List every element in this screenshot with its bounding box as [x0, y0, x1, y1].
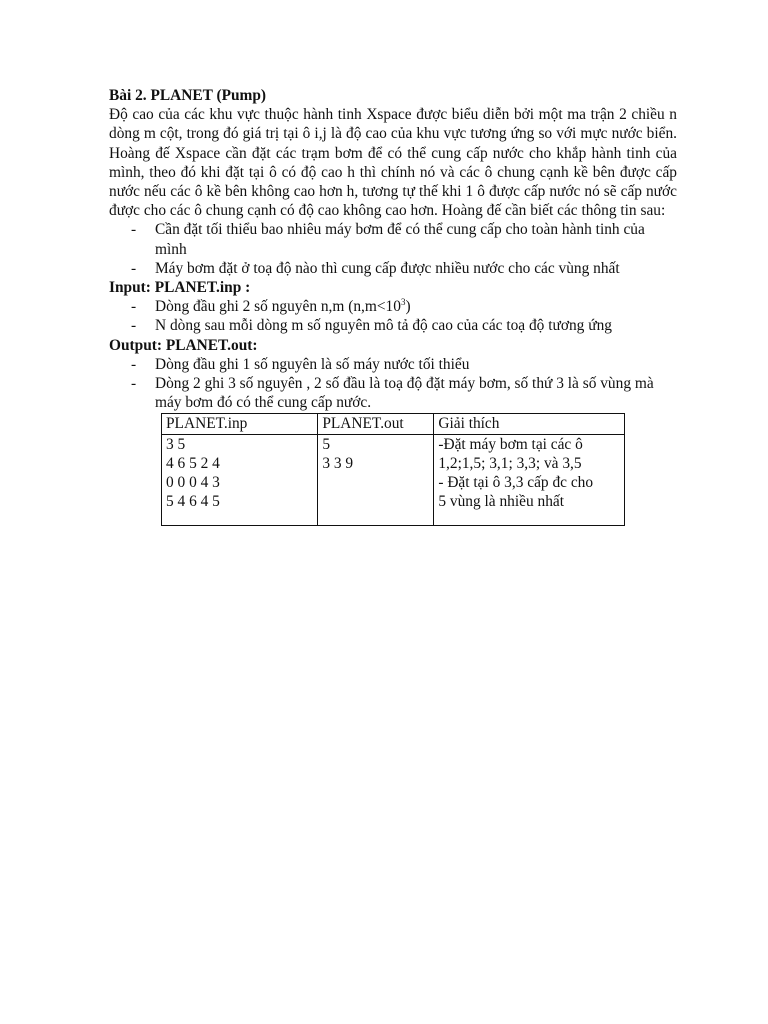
table-row	[162, 434, 625, 525]
out-line: 5	[322, 435, 331, 453]
out-line: 3 3 9	[322, 454, 354, 472]
input-line-1-exponent: 3	[400, 297, 406, 308]
inp-line: 3 5	[166, 435, 186, 453]
example-table	[161, 413, 625, 525]
output-text: Dòng đầu ghi 1 số nguyên là số máy nước tối thiểu	[155, 355, 470, 373]
explain-line: - Đặt tại ô 3,3 cấp đc cho	[438, 474, 594, 492]
input-line-2: N dòng sau mỗi dòng m số nguyên mô tả độ cao của các toạ độ tương ứng	[155, 317, 612, 335]
inp-line: 5 4 6 4 5	[166, 493, 220, 511]
input-list	[109, 297, 677, 335]
problem-intro: Độ cao của các khu vực thuộc hành tinh Xspace được biểu diễn bởi một ma trận 2 chiều n dòng m cột, trong đó giá trị tại ô i,j là độ cao của khu vực tương ứng so với mực nước biển. Hoàng đế Xspace cần đặt các trạm bơm để có thể cung cấp nước cho khắp hành tinh của mình, theo đó khi đặt tại ô có độ cao h thì chính nó và các ô chung cạnh kề bên được cấp nước nếu các ô kề bên không cao hơn h, tương tự thế khi 1 ô được cấp nước nó sẽ cấp nước được cho các ô chung cạnh có độ cao không cao hơn. Hoàng đế cần biết các thông tin sau:	[109, 106, 677, 220]
inp-line: 4 6 5 2 4	[166, 454, 220, 472]
dash-bullet: -	[131, 259, 137, 277]
header-inp: PLANET.inp	[162, 414, 318, 434]
dash-bullet: -	[131, 298, 137, 316]
input-item-1	[109, 297, 677, 316]
input-line-1-suffix: )	[405, 298, 411, 316]
dash-bullet: -	[131, 375, 137, 393]
header-explain: Giải thích	[434, 414, 625, 434]
inp-line: 0 0 0 4 3	[166, 474, 220, 492]
output-item-2	[109, 374, 677, 412]
input-item-2	[109, 316, 677, 335]
output-heading: Output: PLANET.out:	[109, 336, 258, 354]
output-text: Dòng 2 ghi 3 số nguyên , 2 số đầu là toạ độ đặt máy bơm, số thứ 3 là số vùng mà máy bơm đó có thể cung cấp nước.	[155, 375, 654, 412]
input-heading: Input: PLANET.inp :	[109, 279, 251, 297]
out-cell	[318, 434, 434, 525]
requirement-text: Máy bơm đặt ở toạ độ nào thì cung cấp được nhiều nước cho các vùng nhất	[155, 259, 620, 277]
requirement-item-2	[109, 259, 677, 278]
output-list	[109, 355, 677, 413]
inp-cell	[162, 434, 318, 525]
dash-bullet: -	[131, 355, 137, 373]
table-header-row	[162, 414, 625, 434]
requirement-text: Cần đặt tối thiểu bao nhiêu máy bơm để có thể cung cấp cho toàn hành tinh của mình	[155, 221, 645, 258]
explain-cell	[434, 434, 625, 525]
dash-bullet: -	[131, 317, 137, 335]
explain-line: -Đặt máy bơm tại các ô	[438, 435, 583, 453]
output-item-1	[109, 355, 677, 374]
header-out: PLANET.out	[318, 414, 434, 434]
requirements-list	[109, 220, 677, 278]
document-page	[109, 86, 677, 526]
dash-bullet: -	[131, 221, 137, 239]
explain-line: 5 vùng là nhiều nhất	[438, 493, 565, 511]
problem-title: Bài 2. PLANET (Pump)	[109, 87, 267, 104]
requirement-item-1	[109, 220, 677, 258]
explain-line: 1,2;1,5; 3,1; 3,3; và 3,5	[438, 454, 582, 472]
input-line-1-prefix: Dòng đầu ghi 2 số nguyên n,m (n,m<10	[155, 298, 401, 316]
